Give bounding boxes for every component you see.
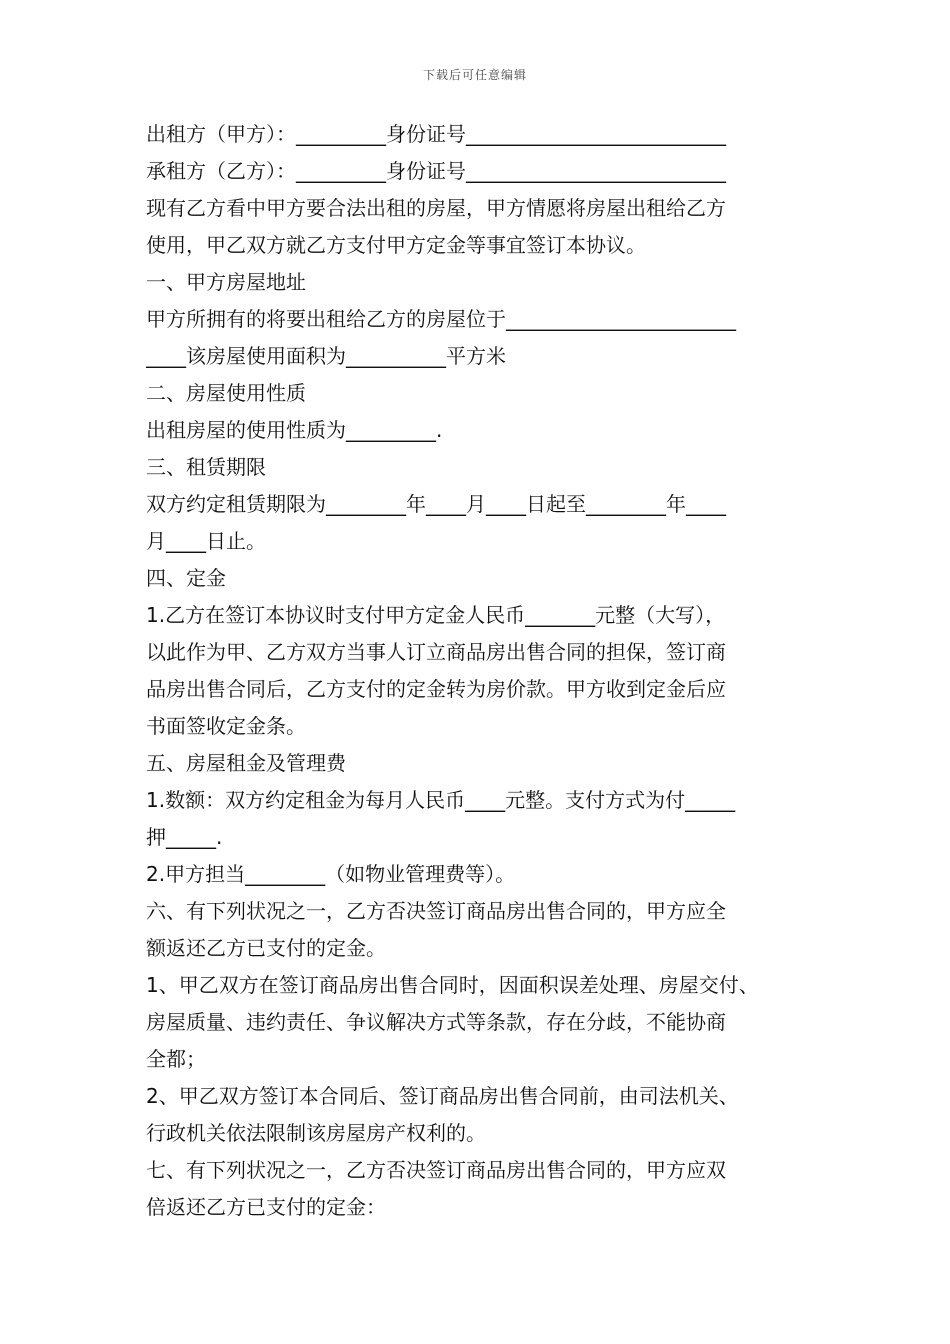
text-line: 1、甲乙双方在签订商品房出售合同时，因面积误差处理、房屋交付、 — [146, 973, 759, 997]
section-heading: 四、定金 — [146, 566, 226, 590]
text-line: 书面签收定金条。 — [146, 714, 306, 738]
text-line: 2、甲乙双方签订本合同后、签订商品房出售合同前，由司法机关、 — [146, 1084, 739, 1108]
text-line: 月____日止。 — [146, 529, 266, 553]
text-line: 出租方（甲方）：_________身份证号__________________________ — [146, 122, 726, 146]
text-line: 品房出售合同后，乙方支付的定金转为房价款。甲方收到定金后应 — [146, 677, 726, 701]
text-line: 2.甲方担当________（如物业管理费等）。 — [146, 862, 516, 886]
section-heading: 六、有下列状况之一，乙方否决签订商品房出售合同的，甲方应全 — [146, 899, 726, 923]
text-line: 倍返还乙方已支付的定金： — [146, 1195, 386, 1219]
text-line: 额返还乙方已支付的定金。 — [146, 936, 386, 960]
text-line: 以此作为甲、乙方双方当事人订立商品房出售合同的担保，签订商 — [146, 640, 726, 664]
header-note: 下载后可任意编辑 — [422, 68, 527, 82]
text-line: 现有乙方看中甲方要合法出租的房屋，甲方情愿将房屋出租给乙方 — [146, 196, 726, 220]
section-heading: 七、有下列状况之一，乙方否决签订商品房出售合同的，甲方应双 — [146, 1158, 726, 1182]
section-heading: 二、房屋使用性质 — [146, 381, 306, 405]
text-line: 甲方所拥有的将要出租给乙方的房屋位于_______________________ — [146, 307, 736, 331]
text-line: 1.数额：双方约定租金为每月人民币____元整。支付方式为付_____ — [146, 788, 736, 812]
text-line: 双方约定租赁期限为________年____月____日起至________年____ — [146, 492, 726, 516]
document-body — [146, 116, 816, 1226]
text-line: 押_____. — [146, 825, 223, 849]
section-heading: 一、甲方房屋地址 — [146, 270, 306, 294]
text-line: 全都； — [146, 1047, 206, 1071]
text-line: 房屋质量、违约责任、争议解决方式等条款，存在分歧，不能协商 — [146, 1010, 726, 1034]
section-heading: 五、房屋租金及管理费 — [146, 751, 346, 775]
text-line: 行政机关依法限制该房屋房产权利的。 — [146, 1121, 486, 1145]
text-line: 出租房屋的使用性质为_________. — [146, 418, 443, 442]
text-line: 1.乙方在签订本协议时支付甲方定金人民币_______元整（大写）， — [146, 603, 726, 627]
section-heading: 三、租赁期限 — [146, 455, 266, 479]
text-line: ____该房屋使用面积为__________平方米 — [146, 344, 506, 368]
text-line: 承租方（乙方）：_________身份证号__________________________ — [146, 159, 726, 183]
text-line: 使用，甲乙双方就乙方支付甲方定金等事宜签订本协议。 — [146, 233, 646, 257]
